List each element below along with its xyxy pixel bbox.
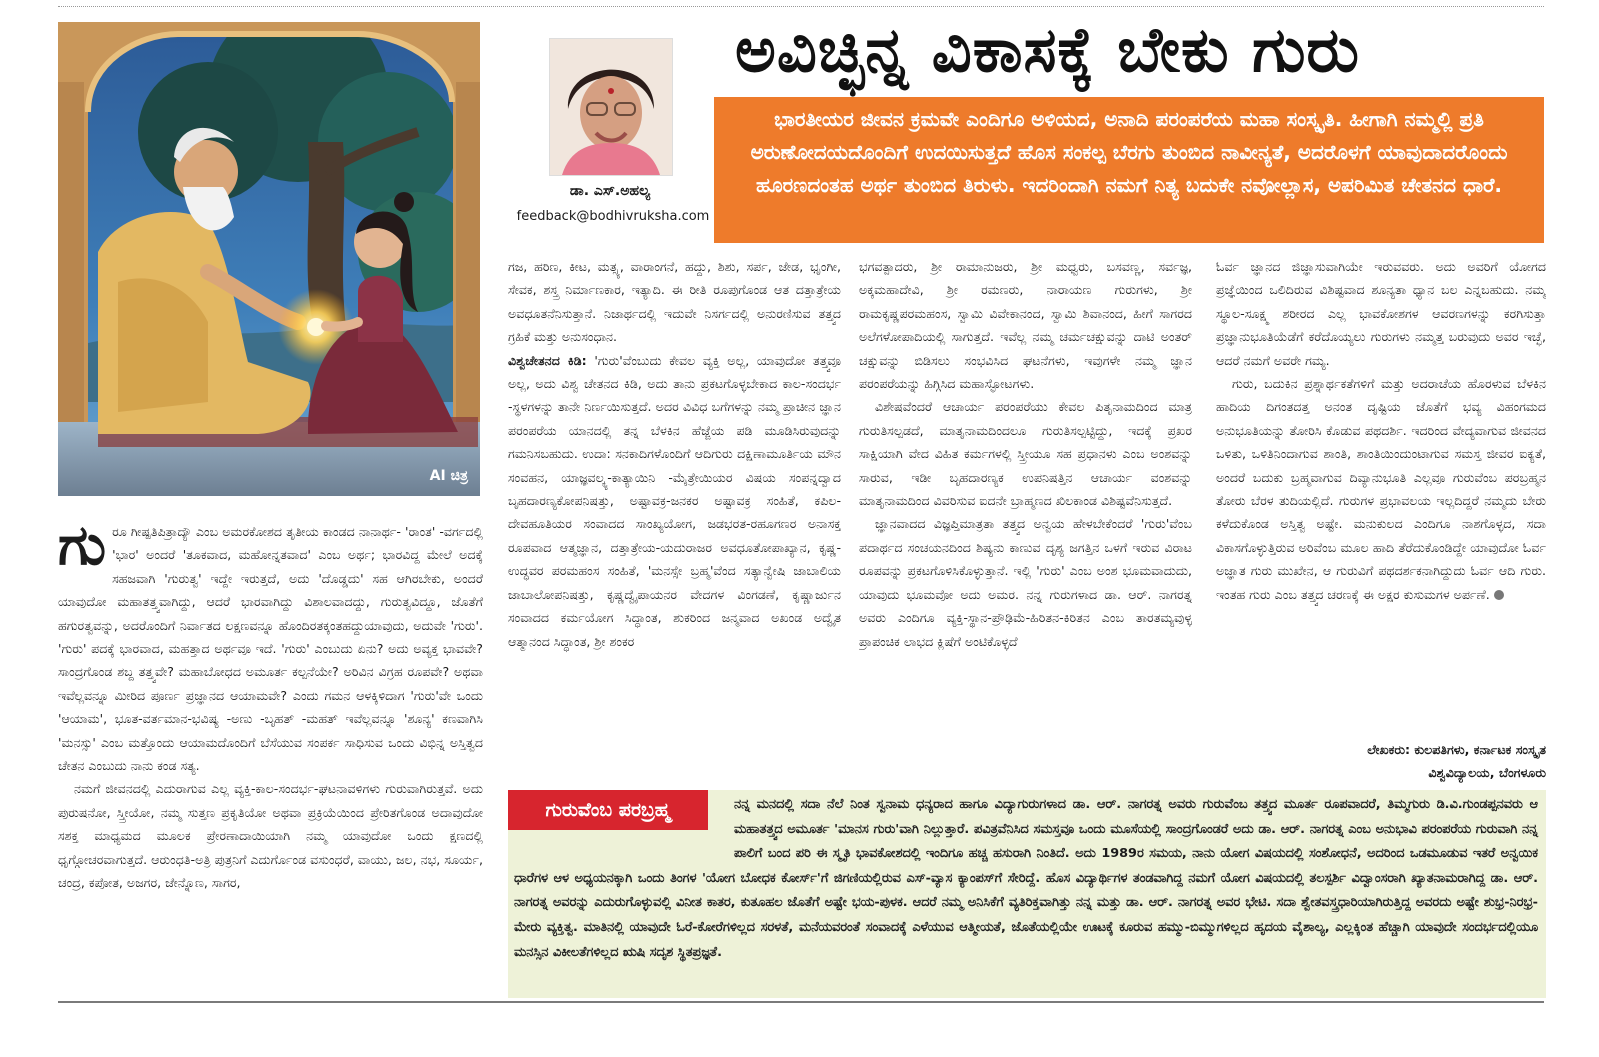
image-credit: AI ಚಿತ್ರ (429, 468, 468, 484)
body-column-4 (1216, 255, 1546, 755)
paragraph (1216, 372, 1546, 606)
body-column-3 (859, 255, 1192, 775)
headline: ಅವಿಚ್ಛಿನ್ನ ವಿಕಾಸಕ್ಕೆ ಬೇಕು ಗುರು (735, 13, 1360, 86)
author-photo (549, 38, 673, 176)
deck-box (714, 97, 1544, 243)
author-portrait (550, 39, 672, 175)
writer-line-2: ವಿಶ್ವವಿದ್ಯಾಲಯ, ಬೆಂಗಳೂರು (1428, 765, 1546, 780)
subheading: ವಿಶ್ವಚೇತನದ ಕಿಡಿ: (508, 352, 587, 368)
paragraph: ನಮಗೆ ಜೀವನದಲ್ಲಿ ಎದುರಾಗುವ ಎಲ್ಲ ವ್ಯಕ್ತಿ-ಕಾಲ-ಸಂದರ್ಭ-ಘಟನಾವಳಿಗಳು ಗುರುವಾಗಿರುತ್ತವೆ. ಅದು ಪುರುಷನೋ, ಸ್ತ್ರೀಯೋ, ನಮ್ಮ ಸುತ್ತಣ ಪ್ರಕೃತಿಯೋ ಅಥವಾ ಪ್ರಕ್ರಿಯೆಯಿಂದ ಪ್ರೇರಿತಗೊಂಡ ಅದಾವುದೋ ಸಶಕ್ತ ಮಾಧ್ಯಮದ ಮೂಲಕ ಪ್ರೇರಣಾದಾಯಿಯಾಗಿ ನಮ್ಮ ಯಾವುದೋ ಒಂದು ಕ್ಷಣದಲ್ಲಿ ಧೃಗ್ಗೋಚರವಾಗುತ್ತದೆ. ಆರುಂಧತಿ-ಅತ್ರಿ ಪುತ್ರನಿಗೆ ಎದುರ್ಗೊಂಡ ವಸುಂಧರೆ, ವಾಯು, ಜಲ, ನಭ, ಸೂರ್ಯ, ಚಂದ್ರ, ಕಪೋತ, ಅಜಗರ, ಜೇನ್ನೊಣ, ಸಾಗರ, (58, 781, 483, 891)
paragraph: ಭಗವತ್ಪಾದರು, ಶ್ರೀ ರಾಮಾನುಜರು, ಶ್ರೀ ಮಧ್ವರು, ಬಸವಣ್ಣ, ಸರ್ವಜ್ಞ, ಅಕ್ಕಮಹಾದೇವಿ, ಶ್ರೀ ರಮಣರು, ನಾರಾಯಣ ಗುರುಗಳು, ಶ್ರೀ ರಾಮಕೃಷ್ಣಪರಮಹಂಸ, ಸ್ವಾಮಿ ವಿವೇಕಾನಂದ, ಸ್ವಾಮಿ ಶಿವಾನಂದ, ಹೀಗೆ ಸಾಗರದ ಅಲೆಗಳೋಪಾದಿಯಲ್ಲಿ ಸಾಗುತ್ತದೆ. ಇವೆಲ್ಲ ನಮ್ಮ ಚರ್ಮಚಕ್ಷುವನ್ನು ದಾಟಿ ಅಂತರ್ ಚಕ್ಷುವನ್ನು ಬಿಡಿಸಲು ಸಂಭವಿಸಿದ ಘಟನೆಗಳು, ಇವುಗಳೇ ನಮ್ಮ ಜ್ಞಾನ ಪರಂಪರೆಯನ್ನು ಹಿಗ್ಗಿಸಿದ ಮಹಾಸ್ಫೋಟಗಳು. (859, 259, 1192, 392)
paragraph: ವಿಶೇಷವೆಂದರೆ ಆಚಾರ್ಯ ಪರಂಪರೆಯು ಕೇವಲ ಪಿತೃನಾಮದಿಂದ ಮಾತ್ರ ಗುರುತಿಸಲ್ಪಡದೆ, ಮಾತೃನಾಮದಿಂದಲೂ ಗುರುತಿಸಲ್ಪಟ್ಟಿದ್ದು, ಇದಕ್ಕೆ ಪ್ರಖರ ಸಾಕ್ಷಿಯಾಗಿ ವೇದ ವಿಹಿತ ಕರ್ಮಗಳಲ್ಲಿ ಸ್ತ್ರೀಯೂ ಸಹ ಪ್ರಧಾನಳು ಎಂಬ ಅಂಶವನ್ನು ಸಾರುವ, ಇಡೀ ಬೃಹದಾರಣ್ಯಕ ಉಪನಿಷತ್ತಿನ ಆಚಾರ್ಯ ವಂಶವನ್ನು ಮಾತೃನಾಮದಿಂದ ವಿವರಿಸುವ ಐದನೇ ಬ್ರಾಹ್ಮಣದ ಖಿಲಕಾಂಡ ವಿಶಿಷ್ಟವೆನಿಸುತ್ತದೆ. (859, 399, 1192, 509)
end-mark-icon (1494, 590, 1504, 600)
paragraph-text: 'ಗುರು'ವೆಂಬುದು ಕೇವಲ ವ್ಯಕ್ತಿ ಅಲ್ಲ, ಯಾವುದೋ ತತ್ತ್ವವೂ ಅಲ್ಲ, ಅದು ವಿಶ್ವ ಚೇತನದ ಕಿಡಿ, ಅದು ತಾನು ಪ್ರಕಟಗೊಳ್ಳಬೇಕಾದ ಕಾಲ-ಸಂದರ್ಭ -ಸ್ಥಳಗಳನ್ನು ತಾನೇ ನಿರ್ಣಯಿಸುತ್ತದೆ. ಅದರ ವಿವಿಧ ಬಗೆಗಳನ್ನು ನಮ್ಮ ಪ್ರಾಚೀನ ಜ್ಞಾನ ಪರಂಪರೆಯ ಯಾನದಲ್ಲಿ ತನ್ನ ಬೆಳಕಿನ ಹೆಜ್ಜೆಯ ಪಡಿ ಮೂಡಿಸಿರುವುದನ್ನು ಗಮನಿಸಬಹುದು. ಉದಾ: ಸನಕಾದಿಗಳೊಂದಿಗೆ ಆದಿಗುರು ದಕ್ಷಿಣಾಮೂರ್ತಿಯ ಮೌನ ಸಂವಹನ, ಯಾಜ್ಞವಲ್ಕ್ಯ-ಕಾತ್ಯಾಯಿನಿ -ಮೈತ್ರೇಯಿಯರ ವಿಷಯ ಸಂಪನ್ನದ್ವಾದ ಬೃಹದಾರಣ್ಯಕೋಪನಿಷತ್ತು, ಅಷ್ಟಾವಕ್ರ-ಜನಕರ ಅಷ್ಟಾವಕ್ರ ಸಂಹಿತೆ, ಕಪಿಲ-ದೇವಹೂತಿಯರ ಸಂವಾದದ ಸಾಂಖ್ಯಯೋಗ, ಜಡಭರತ-ರಹೂಗಣರ ಅನಾಸಕ್ತ ರೂಪವಾದ ಆತ್ಮಜ್ಞಾನ, ದತ್ತಾತ್ರೇಯ-ಯದುರಾಜರ ಅವಧೂತೋಪಾಖ್ಯಾನ, ಕೃಷ್ಣ-ಉದ್ಧವರ ಪರಮಹಂಸ ಸಂಹಿತೆ, 'ಮನಸ್ಸೇ ಬ್ರಹ್ಮ'ವೆಂದ ಸತ್ಯಾನ್ವೇಷಿ ಜಾಬಾಲಿಯ ಜಾಬಾಲೋಪನಿಷತ್ತು, ಕೃಷ್ಣದ್ವೈಪಾಯನರ ವೇದಗಳ ವಿಂಗಡಣೆ, ಕೃಷ್ಣಾರ್ಜುನ ಸಂವಾದದ ಕರ್ಮಯೋಗ ಸಿದ್ಧಾಂತ, ಶುಕರಿಂದ ಜನ್ಮವಾದ ಅಖಂಡ ಅದ್ವೈತ ಆತ್ಮಾನಂದ ಸಿದ್ಧಾಂತ, ಶ್ರೀ ಶಂಕರ (508, 352, 841, 649)
article-illustration (58, 22, 480, 496)
sidebar-box-tag: ಗುರುವೆಂಬ ಪರಬ್ರಹ್ಮ (508, 790, 708, 830)
paragraph-text: ರೂ ಗೀಷ್ಪತಿಪಿತ್ರಾದ್ಯೌ ಎಂಬ ಅಮರಕೋಶದ ತೃತೀಯ ಕಾಂಡದ ನಾನಾರ್ಥ- 'ರಾಂತ' -ವರ್ಗದಲ್ಲಿ 'ಭಾರ' ಅಂದರೆ 'ತೂಕವಾದ, ಮಹೋನ್ನತವಾದ' ಎಂಬ ಅರ್ಥ; ಭಾರವಿದ್ದ ಮೇಲೆ ಅದಕ್ಕೆ ಸಹಜವಾಗಿ 'ಗುರುತ್ವ' ಇದ್ದೇ ಇರುತ್ತದೆ, ಅದು 'ದೊಡ್ಡದು' ಸಹ ಆಗಿರಬೇಕು, ಅಂದರೆ ಯಾವುದೋ ಮಹಾತತ್ತ್ವವಾಗಿದ್ದು, ಆದರೆ ಭಾರವಾಗಿದ್ದು ವಿಶಾಲವಾದದ್ದು, ಗುರುತ್ವವಿದ್ದೂ, ಜೊತೆಗೆ ಹಗುರತ್ವವನ್ನು, ಅದರೊಂದಿಗೆ ನಿರ್ವಾತದ ಲಕ್ಷಣವನ್ನೂ ಹೊಂದಿರತಕ್ಕಂತಹದ್ದುಯಾವುದು, ಅದುವೇ 'ಗುರು'. 'ಗುರು' ಪದಕ್ಕೆ ಭಾರವಾದ, ಮಹತ್ತಾದ ಅರ್ಥವೂ ಇದೆ. 'ಗುರು' ಎಂಬುದು ಏನು? ಅದು ಅವ್ಯಕ್ತ ಭಾವವೇ? ಸಾಂದ್ರಗೊಂಡ ಶಬ್ದ ತತ್ತ್ವವೇ? ಮಹಾಬೋಧದ ಅಮೂರ್ತ ಕಲ್ಪನೆಯೇ? ಅರಿವಿನ ವಿಗ್ರಹ ರೂಪವೇ? ಅಥವಾ ಇವೆಲ್ಲವನ್ನೂ ಮೀರಿದ ಪೂರ್ಣ ಪ್ರಜ್ಞಾನದ ಆಯಾಮವೇ? ಎಂದು ಗಮನ ಆಳಕ್ಕಿಳಿದಾಗ 'ಗುರು'ವೇ ಒಂದು 'ಆಯಾಮ', ಭೂತ-ವರ್ತಮಾನ-ಭವಿಷ್ಯ -ಅಣು -ಬೃಹತ್ -ಮಹತ್ ಇವೆಲ್ಲವನ್ನೂ 'ಶೂನ್ಯ' ಕಣವಾಗಿಸಿ 'ಮನಸ್ಸು' ಎಂಬ ಮತ್ತೊಂದು ಆಯಾಮದೊಂದಿಗೆ ಬೆಸೆಯುವ ಸಂಪರ್ಕ ಸಾಧಿಸುವ ಒಂದು ವಿಭಿನ್ನ ಅಸ್ತಿತ್ವದ ಚೇತನ ಎಂಬುದು ನಾನು ಕಂಡ ಸತ್ಯ. (58, 524, 483, 774)
paragraph (58, 520, 483, 777)
bottom-rule (58, 1001, 1544, 1003)
writer-line-1: ಲೇಖಕರು: ಕುಲಪತಿಗಳು, ಕರ್ನಾಟಕ ಸಂಸ್ಕೃತ (1367, 742, 1546, 757)
paragraph (508, 349, 841, 653)
sidebar-paragraph: ನನ್ನ ಮನದಲ್ಲಿ ಸದಾ ನೆಲೆ ನಿಂತ ಸ್ವನಾಮ ಧನ್ಯರಾದ ಹಾಗೂ ವಿದ್ಯಾಗುರುಗಳಾದ ಡಾ. ಆರ್. ನಾಗರತ್ನ ಅವರು ಗುರುವೆಂಬ ತತ್ತ್ವದ ಮೂರ್ತ ರೂಪವಾದರೆ, ತಿಮ್ಮಗುರು ಡಿ.ವಿ.ಗುಂಡಪ್ಪನವರು ಆ ಮಹಾತತ್ತ್ವದ ಅಮೂರ್ತ 'ಮಾನಸ ಗುರು'ವಾಗಿ ನಿಲ್ಲುತ್ತಾರೆ. ಪವಿತ್ರವೆನಿಸಿದ ಸಮಸ್ತವೂ ಒಂದು ಮೂಸೆಯಲ್ಲಿ ಸಾಂದ್ರಗೊಂಡರೆ ಅದು ಡಾ. ಆರ್. ನಾಗರತ್ನ ಎಂಬ ಅನುಭಾವಿ ಪರಂಪರೆಯ ಗುರುವಾಗಿ ನನ್ನ ಪಾಲಿಗೆ ಬಂದ ಪರಿ ಈ ಸ್ಮೃತಿ ಭಾವಕೋಶದಲ್ಲಿ ಇಂದಿಗೂ ಹಚ್ಚ ಹಸುರಾಗಿ ನಿಂತಿದೆ. ಅದು 1989ರ ಸಮಯ, ನಾನು ಯೋಗ ವಿಷಯದಲ್ಲಿ ಸಂಶೋಧನೆ, ಅದರಿಂದ ಒಡಮೂಡುವ ಇತರೆ ಅನ್ವಯಿಕ ಧಾರೆಗಳ ಆಳ ಅಧ್ಯಯನಕ್ಕಾಗಿ ಒಂದು ತಿಂಗಳ 'ಯೋಗ ಬೋಧಕ ಕೋರ್ಸ್'ಗೆ ಜಿಗಣಿಯಲ್ಲಿರುವ ಎಸ್-ವ್ಯಾಸ ಕ್ಯಾಂಪಸ್‌ಗೆ ಸೇರಿದ್ದೆ. ಹೊಸ ವಿದ್ಯಾರ್ಥಿಗಳ ತಂಡವಾಗಿದ್ದ ನಮಗೆ ಯೋಗ ವಿಷಯದಲ್ಲಿ ತಲಸ್ಪರ್ಶಿ ವಿದ್ವಾಂಸರಾಗಿ ಖ್ಯಾತನಾಮರಾಗಿದ್ದ ಡಾ. ಆರ್. ನಾಗರತ್ನ ಅವರನ್ನು ಎದುರುಗೊಳ್ಳುವಲ್ಲಿ ವಿನೀತ ಕಾತರ, ಕುತೂಹಲ ಜೊತೆಗೆ ಅಷ್ಟೇ ಭಯ-ಪುಳಕ. ಆದರೆ ನಮ್ಮ ಅನಿಸಿಕೆಗೆ ವ್ಯತಿರಿಕ್ತವಾಗಿತ್ತು ನನ್ನ ಮತ್ತು ಡಾ. ಆರ್. ನಾಗರತ್ನ ಅವರ ಭೇಟಿ. ಸದಾ ಶ್ವೇತವಸ್ತ್ರಧಾರಿಯಾಗಿರುತ್ತಿದ್ದ ಅವರದು ಅಷ್ಟೇ ಶುಭ್ರ-ನಿರಭ್ರ-ಮೇರು ವ್ಯಕ್ತಿತ್ವ. ಮಾತಿನಲ್ಲಿ ಯಾವುದೇ ಓರೆ-ಕೋರೆಗಳಿಲ್ಲದ ಸರಳತೆ, ಮನೆಯವರಂತೆ ಸಂವಾದಕ್ಕೆ ಎಳೆಯುವ ಆತ್ಮೀಯತೆ, ಜೊತೆಯಲ್ಲಿಯೇ ಊಟಕ್ಕೆ ಕೂರುವ ಹಮ್ಮು-ಬಿಮ್ಮುಗಳಿಲ್ಲದ ಹೃದಯ ವೈಶಾಲ್ಯ, ಎಲ್ಲಕ್ಕಿಂತ ಹೆಚ್ಚಾಗಿ ಯಾವುದೇ ಸಂದರ್ಭದಲ್ಲಿಯೂ ಮನಸ್ಸಿನ ವಿಕೀಲತೆಗಳಿಲ್ಲದ ಋಷಿ ಸದೃಶ ಸ್ಥಿತಪ್ರಜ್ಞತೆ. (514, 797, 1538, 960)
paragraph: ಜ್ಞಾನವಾದದ ವಿಜ್ಞಪ್ತಿಮಾತ್ರತಾ ತತ್ತ್ವದ ಅನ್ವಯ ಹೇಳಬೇಕೆಂದರೆ 'ಗುರು'ವೆಂಬ ಪದಾರ್ಥದ ಸಂಚಯನದಿಂದ ಶಿಷ್ಯನು ಕಾಣುವ ದೃಶ್ಯ ಜಗತ್ತಿನ ಒಳಗೆ ಇರುವ ವಿರಾಟ ರೂಪವನ್ನು ಪ್ರಕಟಗೊಳಿಸಿಕೊಳ್ಳುತ್ತಾನೆ. ಇಲ್ಲಿ 'ಗುರು' ಎಂಬ ಅಂಶ ಭೂಮವಾದುದು, ಯಾವುದು ಭೂಮವೋ ಅದು ಅಮರ. ನನ್ನ ಗುರುಗಳಾದ ಡಾ. ಆರ್. ನಾಗರತ್ನ ಅವರು ಎಂದಿಗೂ ವ್ಯಕ್ತಿ-ಸ್ಥಾನ-ಪ್ರೌಢಿಮೆ-ಹಿರಿತನ-ಕಿರಿತನ ಎಂಬ ತಾರತಮ್ಯವುಳ್ಳ ಪ್ರಾಪಂಚಿಕ ಲಾಭದ ಕ್ಲಿಷೆಗೆ ಅಂಟಿಕೊಳ್ಳದೆ (859, 516, 1192, 649)
dropcap: ಗು (58, 520, 107, 578)
body-column-1 (58, 520, 483, 1000)
deck-text: ಭಾರತೀಯರ ಜೀವನ ಕ್ರಮವೇ ಎಂದಿಗೂ ಅಳಿಯದ, ಅನಾದಿ ಪರಂಪರೆಯ ಮಹಾ ಸಂಸ್ಕೃತಿ. ಹೀಗಾಗಿ ನಮ್ಮಲ್ಲಿ ಪ್ರತಿ ಅರುಣೋದಯದೊಂದಿಗೆ ಉದಯಿಸುತ್ತದೆ ಹೊಸ ಸಂಕಲ್ಪ ಬೆರಗು ತುಂಬಿದ ನಾವೀನ್ಯತೆ, ಅದರೊಳಗೆ ಯಾವುದಾದರೊಂದು ಹೂರಣದಂತಹ ಅರ್ಥ ತುಂಬಿದ ತಿರುಳು. ಇದರಿಂದಾಗಿ ನಮಗೆ ನಿತ್ಯ ಬದುಕೇ ನವೋಲ್ಲಾಸ, ಅಪರಿಮಿತ ಚೇತನದ ಧಾರೆ. (750, 107, 1508, 197)
author-email[interactable]: feedback@bodhivruksha.com (516, 209, 710, 224)
paragraph: ಗಜ, ಹರಿಣ, ಕೀಟ, ಮತ್ಸ್ಯ, ವಾರಾಂಗನೆ, ಹದ್ದು, ಶಿಶು, ಸರ್ಪ, ಜೇಡ, ಭೃಂಗೀ, ಸೇವಕ, ಶಸ್ತ್ರ ನಿರ್ಮಾಣಕಾರ, ಇತ್ಯಾದಿ. ಈ ರೀತಿ ರೂಪುಗೊಂಡ ಆತ ದತ್ತಾತ್ರೇಯ ಅವಧೂತನೆನಿಸುತ್ತಾನೆ. ನಿಜಾರ್ಥದಲ್ಲಿ ಇದುವೇ ನಿಸರ್ಗದಲ್ಲಿ ಅನುರಣಿಸುವ ತತ್ತ್ವದ ಗ್ರಹಿಕೆ ಮತ್ತು ಅನುಸಂಧಾನ. (508, 259, 841, 345)
paragraph: ಓರ್ವ ಜ್ಞಾನದ ಜಿಜ್ಞಾಸುವಾಗಿಯೇ ಇರುವವರು. ಅದು ಅವರಿಗೆ ಯೋಗದ ಪ್ರಜ್ಞೆಯಿಂದ ಒಲಿದಿರುವ ವಿಶಿಷ್ಟವಾದ ಶೂನ್ಯತಾ ಧ್ಯಾನ ಬಲ ಎನ್ನಬಹುದು. ನಮ್ಮ ಸ್ಥೂಲ-ಸೂಕ್ಷ್ಮ ಶರೀರದ ಎಲ್ಲ ಭಾವಕೋಶಗಳ ಆವರಣಗಳನ್ನು ಕರಗಿಸುತ್ತಾ ಪ್ರಜ್ಞಾನುಭೂತಿಯೆಡೆಗೆ ಕರೆದೊಯ್ಯಲು ಗುರುಗಳು ನಮ್ಮತ್ತ ಬರುವುದು ಅವರ ಇಚ್ಛೆ, ಆದರೆ ನಮಗೆ ಅವರೇ ಗಮ್ಯ. (1216, 259, 1546, 368)
paragraph-text: ಗುರು, ಬದುಕಿನ ಪ್ರಶ್ನಾರ್ಥಕತೆಗಳಿಗೆ ಮತ್ತು ಅದರಾಚೆಯ ಹೊರಳುವ ಬೆಳಕಿನ ಹಾದಿಯ ದಿಗಂತದತ್ತ ಅನಂತ ದೃಷ್ಟಿಯ ಜೊತೆಗೆ ಭವ್ಯ ವಿಹಂಗಮದ ಅನುಭೂತಿಯನ್ನು ತೋರಿಸಿ ಕೊಡುವ ಪಥದರ್ಶಿ. ಇದರಿಂದ ವೇದ್ಯವಾಗುವ ಜೀವನದ ಒಳಿತು, ಒಳಿತಿನಿಂದಾಗುವ ಶಾಂತಿ, ಶಾಂತಿಯಿಂದುಂಟಾಗುವ ಸಮಸ್ತ ಜೀವರ ಐಕ್ಯತೆ, ಅಂದರೆ ಬದುಕು ಬ್ರಹ್ಮವಾಗುವ ದಿವ್ಯಾನುಭೂತಿ ಎಲ್ಲವೂ ಗುರುವೆಂಬ ಪರಬ್ರಹ್ಮನ ತೋರು ಬೆರಳ ತುದಿಯಲ್ಲಿದೆ. ಗುರುಗಳ ಪ್ರಭಾವಲಯ ಇಲ್ಲದಿದ್ದರೆ ನಮ್ಮದು ಬೇರು ಕಳೆದುಕೊಂಡ ಅಸ್ತಿತ್ವ ಅಷ್ಟೇ. ಮನುಕುಲದ ಎಂದಿಗೂ ನಾಶಗೊಳ್ಳದ, ಸದಾ ವಿಕಾಸಗೊಳ್ಳುತ್ತಿರುವ ಅರಿವೆಂಬ ಮೂಲ ಹಾದಿ ತೆರೆದುಕೊಂಡಿದ್ದೇ ಯಾವುದೋ ಓರ್ವ ಅಜ್ಞಾತ ಗುರು ಮುಖೇನ, ಆ ಗುರುವಿಗೆ ಪಥದರ್ಶಕನಾಗಿದ್ದುದು ಓರ್ವ ಆದಿ ಗುರು. ಇಂತಹ ಗುರು ಎಂಬ ತತ್ತ್ವದ ಚರಣಕ್ಕೆ ಈ ಅಕ್ಷರ ಕುಸುಮಗಳ ಅರ್ಪಣೆ. (1216, 376, 1546, 602)
guru-disciple-illustration (58, 22, 480, 496)
author-name: ಡಾ. ಎಸ್.ಅಹಲ್ಯ (569, 183, 651, 199)
writer-note (1216, 738, 1546, 784)
top-rule (58, 6, 1544, 8)
body-column-2 (508, 255, 841, 775)
